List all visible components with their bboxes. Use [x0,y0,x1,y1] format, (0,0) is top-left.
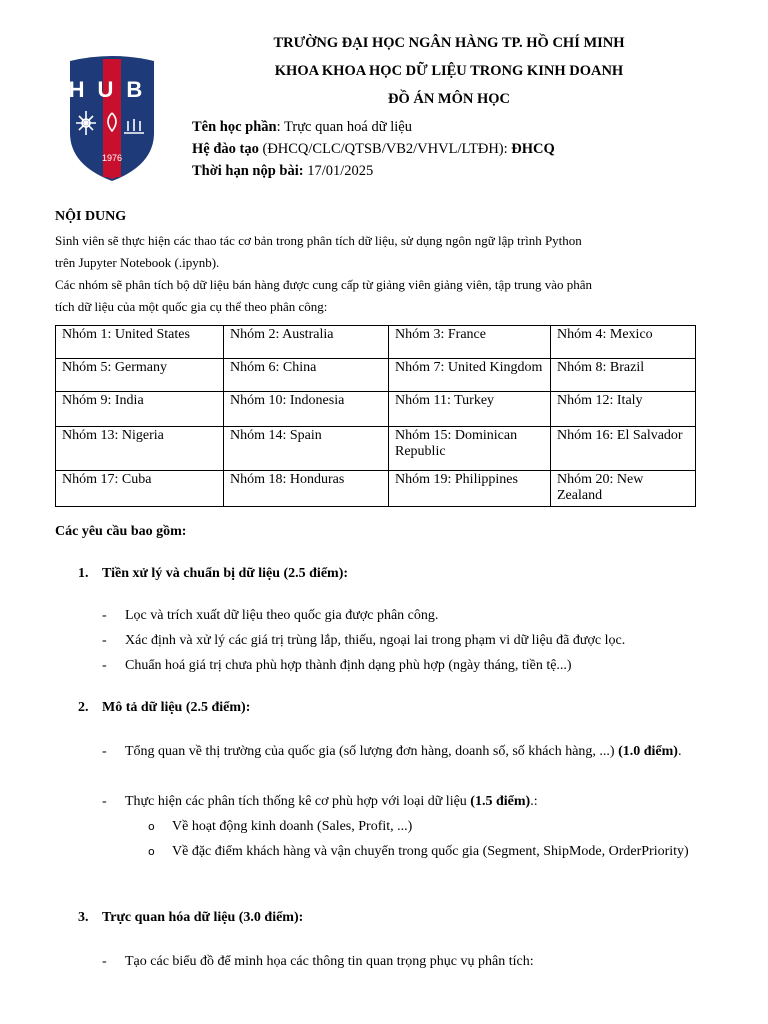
section-1-title: Tiền xử lý và chuẩn bị dữ liệu (2.5 điểm): [102,566,349,581]
dash-bullet: - [102,794,107,809]
table-cell: Nhóm 18: Honduras [224,471,389,507]
bullet-score: (1.0 điểm) [618,744,678,759]
paragraph-1-line-2: trên Jupyter Notebook (.ipynb). [55,255,220,270]
bullet-text-plain: Thực hiện các phân tích thống kê cơ phù hợp với loại dữ liệu [125,794,471,809]
table-cell: Nhóm 11: Turkey [389,392,551,427]
circle-bullet: o [148,820,155,833]
circle-bullet: o [148,845,155,858]
section-2-bullet-1 [102,740,702,764]
program-label: Hệ đào tạo [192,141,259,157]
section-1-bullet-1 [102,604,702,628]
dash-bullet: - [102,954,107,969]
table-cell: Nhóm 4: Mexico [551,326,696,359]
deadline-label: Thời hạn nộp bài: [192,163,304,179]
table-cell: Nhóm 15: Dominican Republic [389,427,551,471]
program-value: ĐHCQ [511,141,555,157]
section-1-bullet-2 [102,629,702,653]
table-row [56,471,696,507]
section-2-sub-1 [148,815,698,839]
content-paragraph-1 [55,230,655,318]
section-2-bullet-2 [102,790,702,814]
table-row [56,427,696,471]
bullet-text: Chuẩn hoá giá trị chưa phù hợp thành định dạng phù hợp (ngày tháng, tiền tệ...) [125,658,572,673]
table-cell: Nhóm 14: Spain [224,427,389,471]
logo-year: 1976 [101,153,123,163]
table-cell: Nhóm 9: India [56,392,224,427]
university-name: TRƯỜNG ĐẠI HỌC NGÂN HÀNG TP. HỒ CHÍ MINH [273,35,625,51]
table-row [56,392,696,427]
table-cell: Nhóm 10: Indonesia [224,392,389,427]
section-2-sub-2 [148,840,698,864]
paragraph-2-line-2: tích dữ liệu của một quốc gia cụ thể theo phân công: [55,299,328,314]
bullet-text-end: .: [530,794,538,809]
program-options: (ĐHCQ/CLC/QTSB/VB2/VHVL/LTĐH): [258,141,512,157]
paragraph-2-line-1: Các nhóm sẽ phân tích bộ dữ liệu bán hàng được cung cấp từ giảng viên giảng viên, tập trung vào phân [55,277,593,292]
table-cell: Nhóm 8: Brazil [551,359,696,392]
bullet-text-plain: Tổng quan về thị trường của quốc gia (số lượng đơn hàng, doanh số, số khách hàng, ...) [125,744,619,759]
table-cell: Nhóm 16: El Salvador [551,427,696,471]
course-value: : Trực quan hoá dữ liệu [276,119,412,135]
section-1-bullet-3 [102,654,702,678]
section-2-number: 2. [78,700,89,715]
section-1-number: 1. [78,566,89,581]
document-title: ĐỒ ÁN MÔN HỌC [387,91,511,107]
section-2-heading [78,700,250,716]
section-3-bullet-1 [102,950,702,974]
table-row [56,359,696,392]
section-3-number: 3. [78,910,89,925]
bullet-score: (1.5 điểm) [470,794,531,809]
section-2-title: Mô tả dữ liệu (2.5 điểm): [102,700,251,715]
section-1-heading [78,566,348,582]
table-row [56,326,696,359]
table-cell: Nhóm 13: Nigeria [56,427,224,471]
table-cell: Nhóm 7: United Kingdom [389,359,551,392]
table-cell: Nhóm 20: New Zealand [551,471,696,507]
group-assignment-table [55,325,696,507]
bullet-text: Tạo các biểu đồ để minh họa các thông tin quan trọng phục vụ phân tích: [125,954,534,969]
table-cell: Nhóm 17: Cuba [56,471,224,507]
table-cell: Nhóm 19: Philippines [389,471,551,507]
deadline-value: 17/01/2025 [303,163,374,179]
dash-bullet: - [102,608,107,623]
table-cell: Nhóm 5: Germany [56,359,224,392]
dash-bullet: - [102,633,107,648]
bullet-text: Xác định và xử lý các giá trị trùng lắp, thiếu, ngoại lai trong phạm vi dữ liệu đã được lọc. [125,633,626,648]
table-cell: Nhóm 1: United States [56,326,224,359]
requirements-heading: Các yêu cầu bao gồm: [55,524,187,539]
table-cell: Nhóm 3: France [389,326,551,359]
dash-bullet: - [102,744,107,759]
paragraph-1-line-1: Sinh viên sẽ thực hiện các thao tác cơ bản trong phân tích dữ liệu, sử dụng ngôn ngữ lập trình Python [55,233,582,248]
course-label: Tên học phần [192,119,277,135]
bullet-text [125,790,702,814]
bullet-text: Lọc và trích xuất dữ liệu theo quốc gia được phân công. [125,608,439,623]
section-3-heading [78,910,303,926]
sub-bullet-text: Về hoạt động kinh doanh (Sales, Profit, ...) [172,819,413,834]
deadline-line [192,163,373,180]
bullet-text-end: . [677,744,682,759]
bullet-text [125,740,702,764]
logo-letters: HUB [68,77,156,102]
content-heading: NỘI DUNG [55,209,127,224]
section-3-title: Trực quan hóa dữ liệu (3.0 điểm): [102,910,304,925]
sub-bullet-text: Về đặc điểm khách hàng và vận chuyển trong quốc gia (Segment, ShipMode, OrderPriority) [172,844,689,859]
course-line [192,119,412,136]
dash-bullet: - [102,658,107,673]
table-cell: Nhóm 12: Italy [551,392,696,427]
table-cell: Nhóm 6: China [224,359,389,392]
faculty-name: KHOA KHOA HỌC DỮ LIỆU TRONG KINH DOANH [274,63,624,79]
program-line [192,141,555,158]
table-cell: Nhóm 2: Australia [224,326,389,359]
